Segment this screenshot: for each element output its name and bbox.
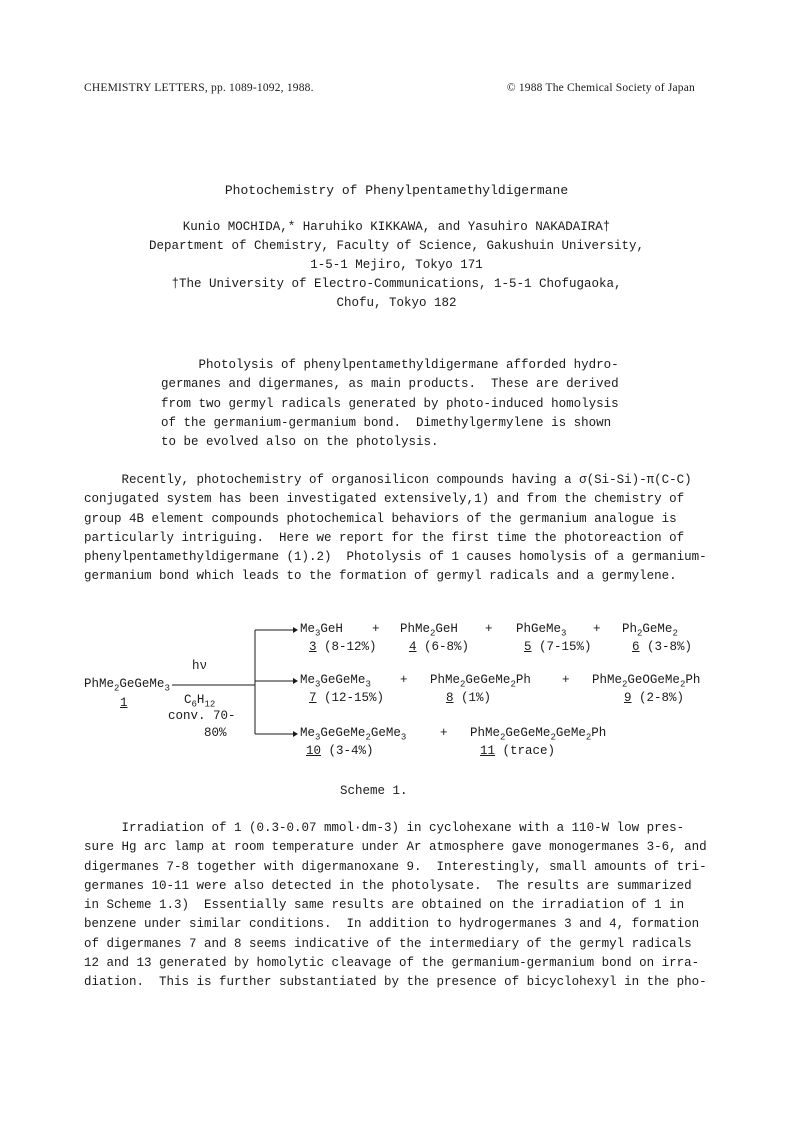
affiliation-1-address: 1-5-1 Mejiro, Tokyo 171 bbox=[310, 258, 483, 272]
body-line: digermanes 7-8 together with digermanoxane 9. Interestingly, small amounts of tri- bbox=[84, 859, 707, 874]
product-4-formula: PhMe$_2$GeH bbox=[400, 622, 458, 639]
product-6-formula: $Ph_2GeMe_2$ bbox=[622, 622, 678, 639]
product-9-label: 9 (2-8%) bbox=[624, 691, 685, 705]
conversion-line2: 80% bbox=[204, 726, 227, 740]
abstract-line: of the germanium-germanium bond. Dimethylgermylene is shown bbox=[161, 415, 612, 430]
body-line: 12 and 13 generated by homolytic cleavage of the germanium-germanium bond on irra- bbox=[84, 956, 700, 971]
solvent-label: $C_6H_{12}$ bbox=[184, 693, 216, 710]
body-line: in Scheme 1.3) Essentially same results are obtained on the irradiation of 1 in bbox=[84, 898, 685, 913]
body-line: Irradiation of 1 (0.3-0.07 mmol·dm-3) in cyclohexane with a 110-W low pres- bbox=[84, 821, 685, 835]
product-8-formula: PhMe$_2$GeGeMe$_2$Ph bbox=[430, 673, 531, 690]
body-line: germanes 10-11 were also detected in the photolysate. The results are summarized bbox=[84, 878, 692, 893]
product-10-label: 10 (3-4%) bbox=[306, 744, 374, 758]
body-line: group 4B element compounds photochemical behaviors of the germanium analogue is bbox=[84, 511, 677, 526]
conversion-line1: conv. 70- bbox=[168, 709, 236, 723]
reactant-formula: PhMe$_2$GeGeMe$_3$ bbox=[84, 677, 170, 694]
product-4-label: 4 (6-8%) bbox=[409, 640, 470, 654]
body-line: conjugated system has been investigated extensively,1) and from the chemistry of bbox=[84, 492, 685, 507]
plus-sign: + bbox=[593, 622, 601, 636]
product-11-formula: PhMe$_2$GeGeMe$_2$GeMe$_2$Ph bbox=[470, 726, 607, 743]
body-line: benzene under similar conditions. In addition to hydrogermanes 3 and 4, formation bbox=[84, 917, 700, 932]
body-line: sure Hg arc lamp at room temperature under Ar atmosphere gave monogermanes 3-6, and bbox=[84, 840, 707, 855]
body-line: phenylpentamethyldigermane (1).2) Photolysis of 1 causes homolysis of a germanium- bbox=[84, 550, 707, 565]
body-line: of digermanes 7 and 8 seems indicative of the intermediary of the germyl radicals bbox=[84, 936, 692, 951]
product-5-label: 5 (7-15%) bbox=[524, 640, 592, 654]
body-line: diation. This is further substantiated by the presence of bicyclohexyl in the pho- bbox=[84, 975, 707, 990]
author-names: Kunio MOCHIDA,* Haruhiko KIKKAWA, and Yasuhiro NAKADAIRA† bbox=[182, 220, 611, 234]
product-3-label: 3 (8-12%) bbox=[309, 640, 377, 654]
plus-sign: + bbox=[562, 673, 570, 687]
body-line: germanium bond which leads to the formation of germyl radicals and a germylene. bbox=[84, 569, 677, 584]
plus-sign: + bbox=[372, 622, 380, 636]
affiliation-2: †The University of Electro-Communications, 1-5-1 Chofugaoka, bbox=[171, 277, 622, 291]
plus-sign: + bbox=[440, 726, 448, 740]
scheme-caption: Scheme 1. bbox=[340, 784, 408, 798]
body-line: Recently, photochemistry of organosilicon compounds having a σ(Si-Si)-π(C-C) bbox=[84, 473, 692, 487]
copyright-notice: © 1988 The Chemical Society of Japan bbox=[506, 82, 695, 94]
journal-citation: CHEMISTRY LETTERS, pp. 1089-1092, 1988. bbox=[84, 82, 314, 94]
abstract-line: Photolysis of phenylpentamethyldigermane afforded hydro- bbox=[161, 358, 619, 372]
paper-title: Photochemistry of Phenylpentamethyldigermane bbox=[224, 183, 569, 198]
product-8-label: 8 (1%) bbox=[446, 691, 492, 705]
plus-sign: + bbox=[485, 622, 493, 636]
abstract-line: to be evolved also on the photolysis. bbox=[161, 435, 439, 450]
affiliation-1: Department of Chemistry, Faculty of Science, Gakushuin University, bbox=[148, 239, 645, 253]
affiliation-2-address: Chofu, Tokyo 182 bbox=[336, 296, 457, 310]
product-11-label: 11 (trace) bbox=[480, 744, 556, 758]
results-paragraph bbox=[84, 819, 707, 993]
product-5-formula: PhGeMe$_3$ bbox=[516, 622, 567, 639]
product-7-formula: $Me_3GeGeMe_3$ bbox=[300, 673, 371, 690]
product-10-formula: $Me_3GeGeMe_2GeMe_3$ bbox=[300, 726, 407, 743]
body-line: particularly intriguing. Here we report for the first time the photoreaction of bbox=[84, 530, 685, 545]
product-6-label: 6 (3-8%) bbox=[632, 640, 693, 654]
abstract-line: from two germyl radicals generated by photo-induced homolysis bbox=[161, 396, 619, 411]
product-9-formula: PhMe$_2$GeOGeMe$_2$Ph bbox=[592, 673, 701, 690]
product-3-formula: $Me_3GeH$ bbox=[300, 622, 343, 639]
abstract-line: germanes and digermanes, as main products. These are derived bbox=[161, 377, 619, 392]
hv-label: hν bbox=[192, 659, 208, 673]
product-7-label: 7 (12-15%) bbox=[309, 691, 385, 705]
plus-sign: + bbox=[400, 673, 408, 687]
reactant-number: 1 bbox=[120, 696, 128, 710]
